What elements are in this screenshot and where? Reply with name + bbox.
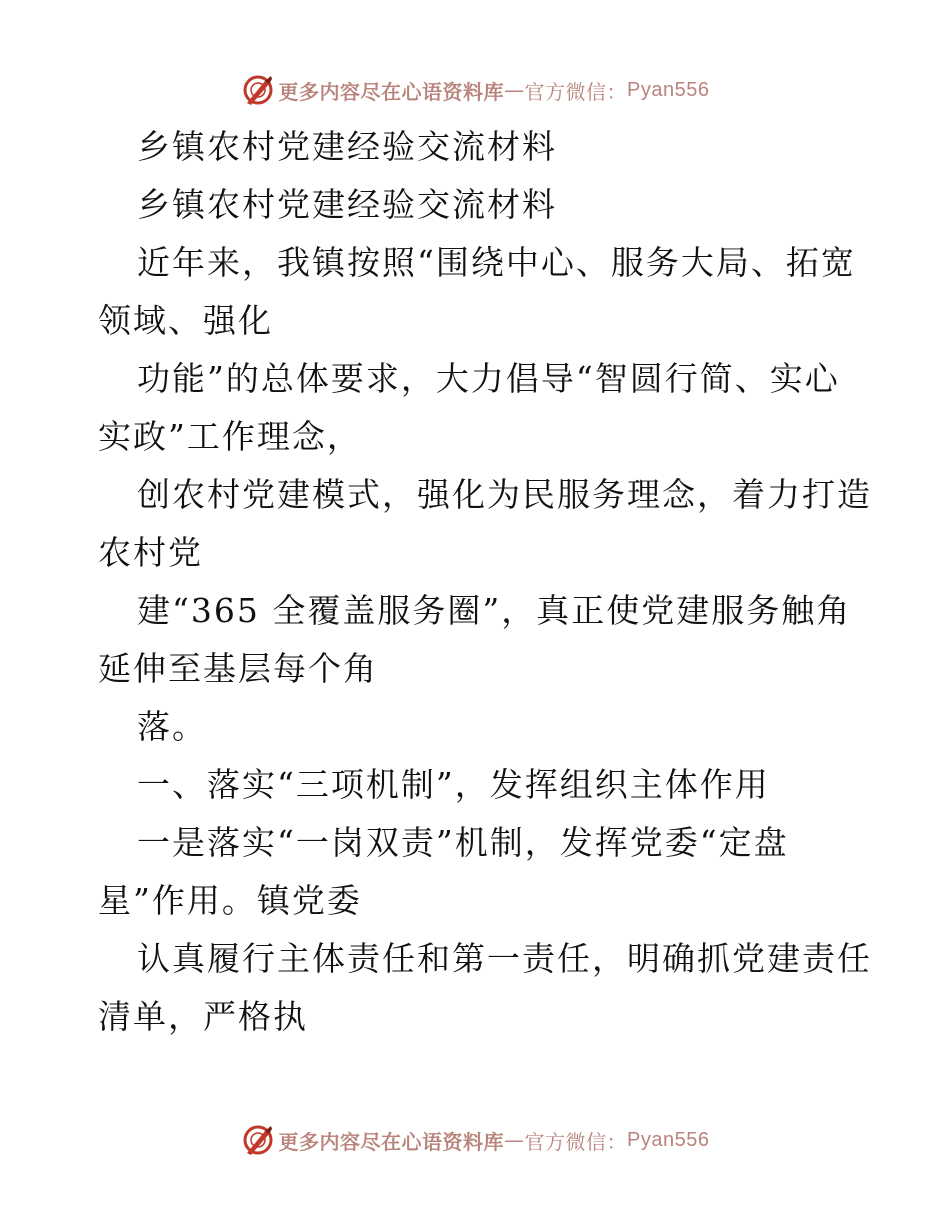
text-line: 建“365 全覆盖服务圈”，真正使党建服务触角 xyxy=(137,591,852,630)
banner-label: 官方微信： xyxy=(524,1129,628,1154)
text-line: 实政”工作理念， xyxy=(98,417,362,456)
text-line: 近年来，我镇按照“围绕中心、服务大局、拓宽 xyxy=(137,243,856,282)
banner-wechat-id: Pyan556 xyxy=(627,78,710,101)
text-line: 一是落实“一岗双责”机制，发挥党委“定盘 xyxy=(137,823,789,862)
pen-logo-icon xyxy=(241,73,275,107)
text-line: 农村党 xyxy=(98,533,203,572)
pen-logo-icon xyxy=(241,1123,275,1157)
banner-text: 更多内容尽在心语资料库 xyxy=(278,79,505,104)
text-line: 乡镇农村党建经验交流材料 xyxy=(137,185,557,224)
document-body xyxy=(98,118,872,1046)
text-line: 延伸至基层每个角 xyxy=(98,649,378,688)
banner-label: 官方微信： xyxy=(524,79,628,104)
text-line: 星”作用。镇党委 xyxy=(98,881,362,920)
text-line: 领域、强化 xyxy=(98,301,273,340)
text-line: 清单，严格执 xyxy=(98,997,308,1036)
text-line: 一、落实“三项机制”，发挥组织主体作用 xyxy=(137,765,770,804)
text-line: 落。 xyxy=(137,707,207,746)
text-line: 乡镇农村党建经验交流材料 xyxy=(137,127,557,166)
text-line: 创农村党建模式，强化为民服务理念，着力打造 xyxy=(137,475,872,514)
text-line: 认真履行主体责任和第一责任，明确抓党建责任 xyxy=(137,939,872,978)
header-watermark-banner xyxy=(0,70,950,110)
banner-wechat-id: Pyan556 xyxy=(627,1128,710,1151)
banner-separator: — xyxy=(504,78,525,102)
banner-separator: — xyxy=(504,1128,525,1152)
banner-text: 更多内容尽在心语资料库 xyxy=(278,1129,505,1154)
footer-watermark-banner xyxy=(0,1120,950,1160)
text-line: 功能”的总体要求，大力倡导“智圆行简、实心 xyxy=(137,359,840,398)
